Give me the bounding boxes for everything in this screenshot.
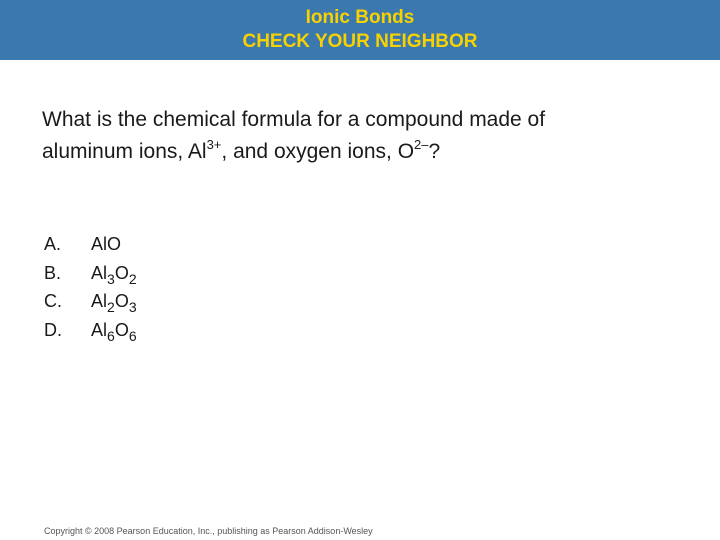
formula-part: Al	[91, 291, 108, 311]
option-formula	[91, 316, 137, 345]
slide-header	[0, 0, 720, 60]
option-formula	[91, 287, 137, 316]
option-c	[44, 287, 137, 316]
formula-subscript: 2	[107, 299, 115, 315]
formula-part: Al	[91, 262, 108, 283]
answer-options	[44, 230, 137, 344]
option-letter: B.	[44, 262, 62, 283]
option-formula	[91, 259, 137, 288]
question-text-segment: ?	[428, 140, 441, 163]
formula-subscript: 6	[128, 327, 137, 344]
question-text-segment: , and oxygen ions, O	[221, 140, 415, 163]
oxygen-charge: 2–	[414, 137, 429, 152]
formula-subscript: 3	[128, 299, 137, 315]
formula-part: AlO	[91, 234, 122, 254]
option-letter: C.	[44, 291, 62, 311]
option-b	[44, 259, 137, 288]
question-line-2	[42, 136, 682, 168]
option-d	[44, 316, 137, 345]
question-line-1: What is the chemical formula for a compound made of	[42, 108, 546, 131]
question-text-segment: aluminum ions, Al	[42, 140, 207, 163]
option-formula	[91, 230, 121, 259]
option-letter: A.	[44, 234, 62, 254]
formula-subscript: 3	[107, 270, 115, 287]
option-a	[44, 230, 137, 259]
formula-subscript: 6	[107, 327, 115, 344]
option-letter: D.	[44, 319, 62, 340]
slide-title: Ionic Bonds	[305, 7, 415, 28]
formula-part: O	[114, 291, 129, 311]
formula-subscript: 2	[128, 270, 137, 287]
question-text	[42, 104, 682, 168]
aluminum-charge: 3+	[206, 137, 222, 152]
copyright-notice: Copyright © 2008 Pearson Education, Inc., publishing as Pearson Addison-Wesley	[44, 526, 373, 536]
formula-part: O	[114, 262, 129, 283]
slide-subtitle: CHECK YOUR NEIGHBOR	[242, 31, 478, 52]
formula-part: O	[114, 319, 129, 340]
formula-part: Al	[91, 319, 108, 340]
